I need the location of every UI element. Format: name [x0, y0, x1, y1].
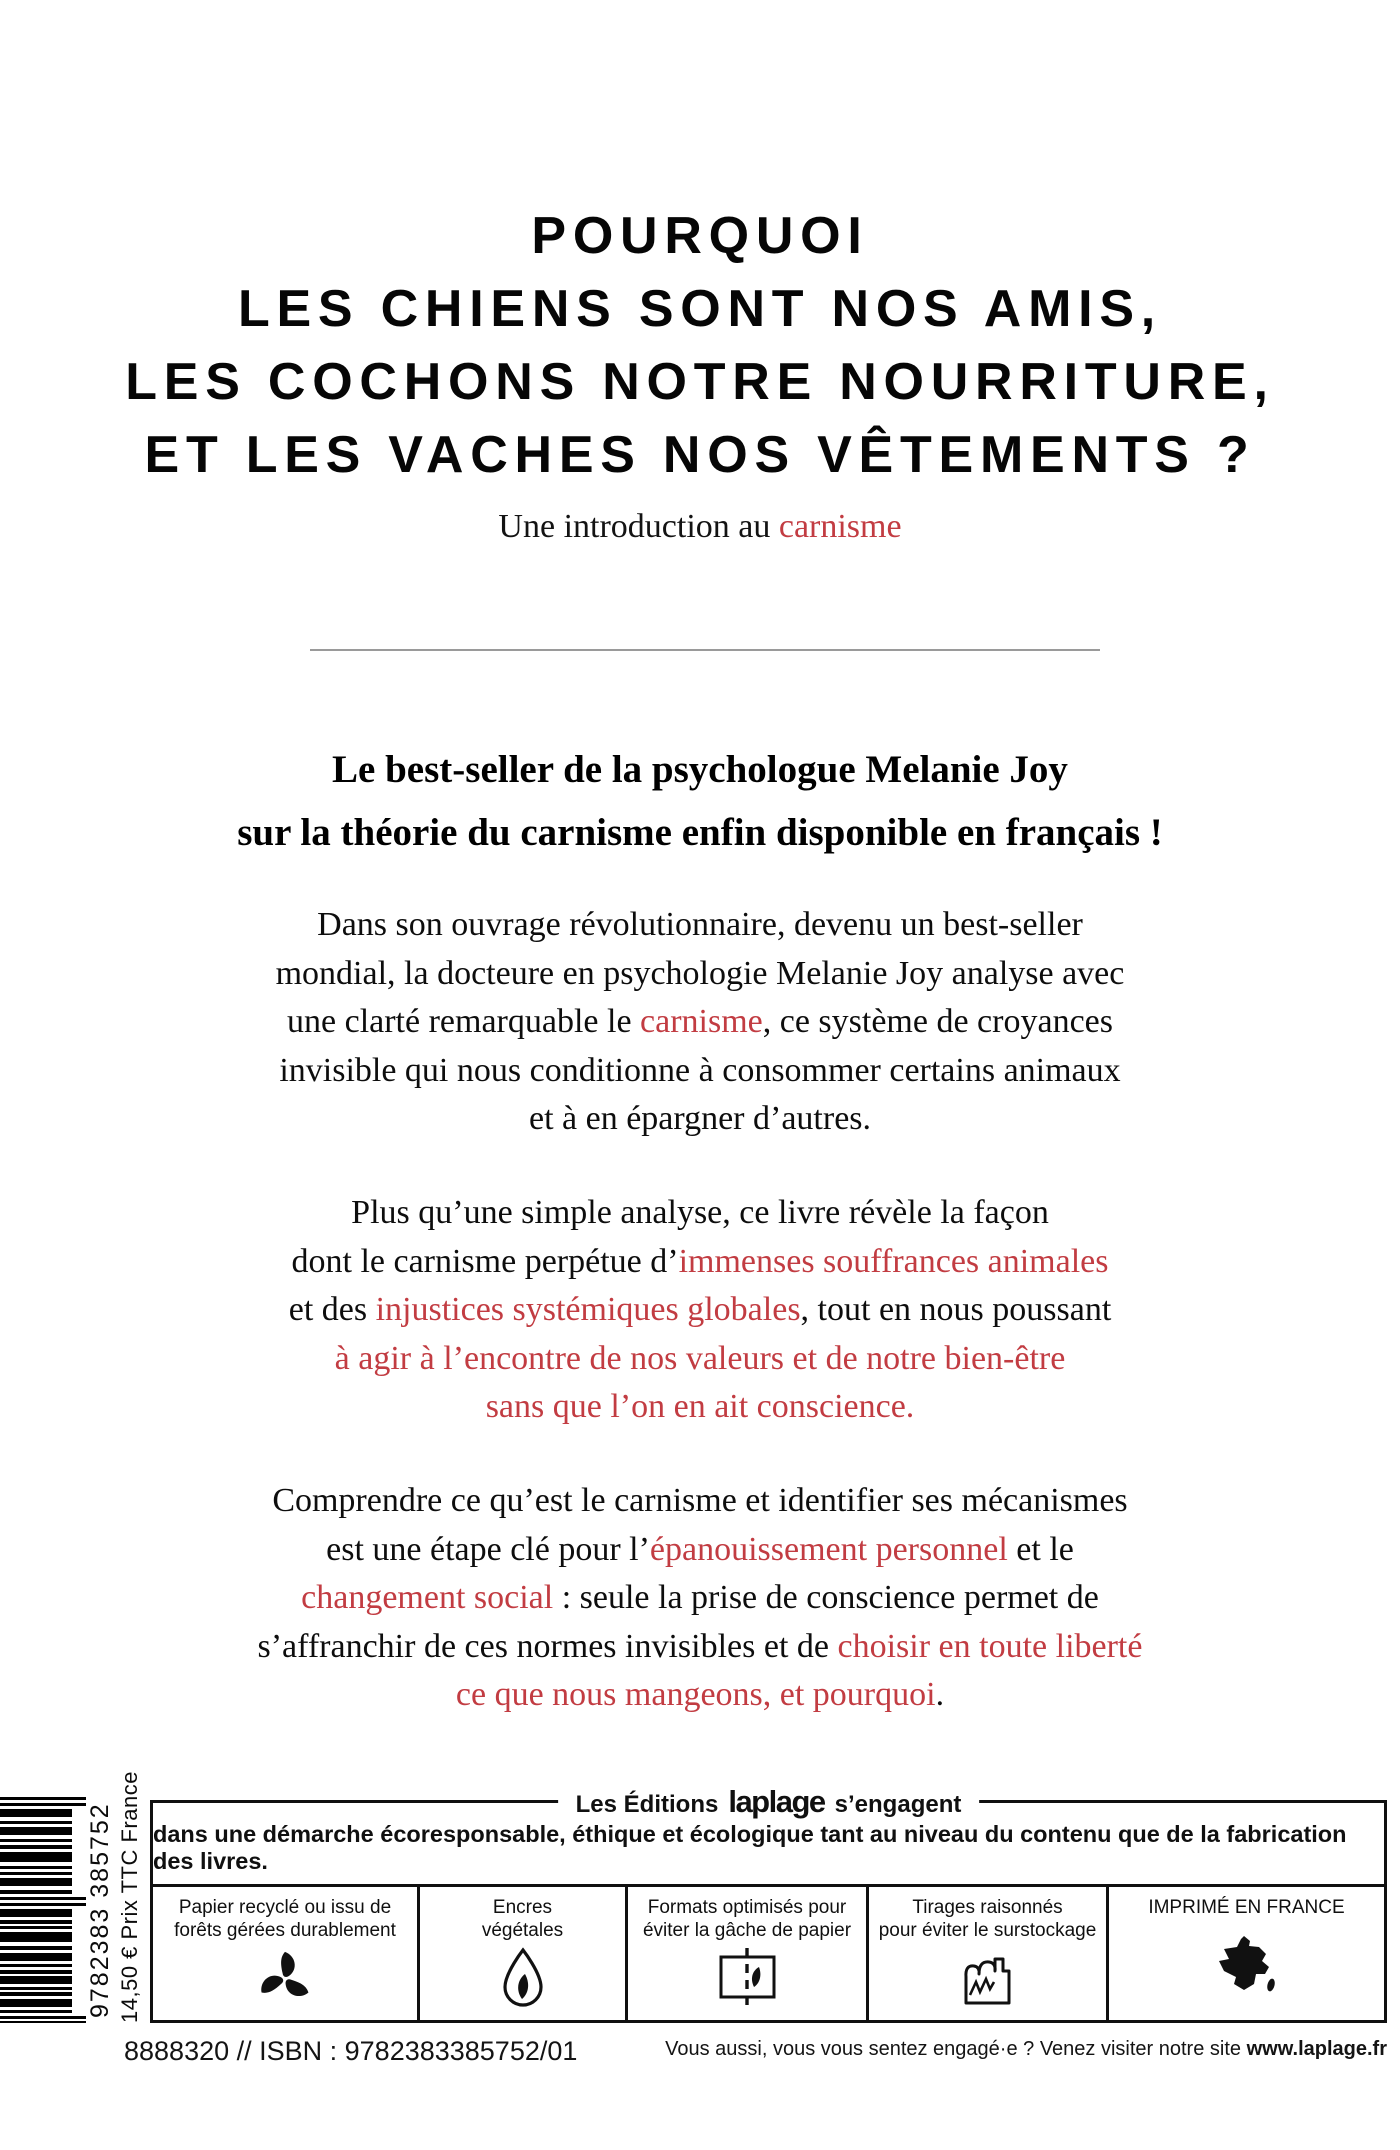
- eco-cell-caption: forêts gérées durablement: [174, 1920, 396, 1941]
- price-label: 14,50 € Prix TTC France: [117, 1771, 142, 2023]
- text-run: Dans son ouvrage révolutionnaire, devenu un best-seller: [317, 906, 1083, 943]
- text-run-accent: sans que l’on en ait conscience.: [485, 1388, 915, 1425]
- text-run: dont le carnisme perpétue d’: [291, 1242, 679, 1280]
- text-run: , ce système de croyances: [762, 1003, 1113, 1040]
- title-line-4: ET LES VACHES NOS VÊTEMENTS ?: [144, 426, 1256, 484]
- text-run: Plus qu’une simple analyse, ce livre révèle la façon: [351, 1194, 1049, 1231]
- text-run-accent: à agir à l’encontre de nos valeurs et de notre bien-être: [334, 1339, 1066, 1377]
- text-run: s’engagent: [834, 1791, 962, 1818]
- text-run-accent: ce que nous mangeons, et pourquoi: [455, 1676, 936, 1713]
- paragraph-1: [80, 901, 1320, 1144]
- text-run-accent: choisir en toute liberté: [837, 1627, 1143, 1665]
- eco-cell-vegetable-inks: [420, 1887, 628, 2020]
- subtitle-accent: carnisme: [778, 508, 902, 545]
- eco-cell-caption: Formats optimisés pour: [647, 1897, 847, 1918]
- text-run-accent: épanouissement personnel: [649, 1530, 1008, 1568]
- eco-cell-caption: Encres: [492, 1897, 553, 1918]
- eco-cell-caption: végétales: [481, 1920, 564, 1941]
- text-run: invisible qui nous conditionne à consommer certains animaux: [279, 1051, 1121, 1089]
- eco-cell-recycled-paper: [153, 1887, 420, 2020]
- text-run: et à en épargner d’autres.: [528, 1100, 872, 1137]
- optimized-format-icon: [708, 1942, 786, 2020]
- eco-cell-caption: pour éviter le surstockage: [878, 1920, 1097, 1941]
- text-run: .: [935, 1676, 945, 1713]
- eco-cell-printed-in-france: [1109, 1887, 1384, 2020]
- eco-cell-optimized-formats: [628, 1887, 869, 2020]
- text-run: s’affranchir de ces normes invisibles et de: [257, 1627, 838, 1665]
- recycled-paper-icon: [256, 1942, 314, 2020]
- engage-note: [665, 2038, 1387, 2061]
- title-line-1: POURQUOI: [531, 207, 869, 265]
- title-line-2: LES CHIENS SONT NOS AMIS,: [237, 280, 1163, 338]
- text-run-accent: injustices systémiques globales: [375, 1291, 801, 1328]
- text-run: Les Éditions: [575, 1791, 719, 1818]
- eco-cells: [153, 1887, 1384, 2020]
- text-run: Comprendre ce qu’est le carnisme et identifier ses mécanismes: [272, 1482, 1128, 1519]
- text-run: et des: [288, 1291, 376, 1328]
- text-run: une clarté remarquable le: [287, 1003, 641, 1040]
- france-map-icon: [1214, 1919, 1280, 2020]
- text-run: Une introduction au: [498, 508, 779, 545]
- text-run-accent: immenses souffrances animales: [678, 1242, 1109, 1280]
- paragraph-3: [80, 1477, 1320, 1720]
- eco-box: [150, 1784, 1387, 2023]
- subtitle: [0, 508, 1400, 546]
- title-line-3: LES COCHONS NOTRE NOURRITURE,: [125, 353, 1275, 411]
- text-run: : seule la prise de conscience permet de: [553, 1579, 1099, 1616]
- text-run: Vous aussi, vous vous sentez engagé·e ? Venez visiter notre site: [665, 2038, 1247, 2060]
- divider-line: [310, 649, 1100, 651]
- factory-icon: [953, 1942, 1023, 2020]
- text-run: est une étape clé pour l’: [326, 1530, 650, 1568]
- text-run-accent: changement social: [301, 1579, 554, 1616]
- text-run: mondial, la docteure en psychologie Melanie Joy analyse avec: [275, 954, 1125, 992]
- barcode-number: 9782383 385752: [86, 1802, 114, 2018]
- paragraph-2: [80, 1189, 1320, 1432]
- laplage-logo: laplage: [728, 1784, 825, 1819]
- heading-line-2: sur la théorie du carnisme enfin disponible en français !: [237, 811, 1163, 854]
- text-run: , tout en nous poussant: [800, 1291, 1112, 1328]
- heading: [80, 738, 1320, 864]
- eco-cell-caption: IMPRIMÉ EN FRANCE: [1148, 1897, 1345, 1918]
- eco-statement: dans une démarche écoresponsable, éthique et écologique tant au niveau du contenu que de la fabrication des livres.: [153, 1803, 1384, 1887]
- text-run-accent: carnisme: [640, 1003, 763, 1040]
- vegetable-ink-icon: [496, 1942, 550, 2020]
- eco-cell-caption: Papier recyclé ou issu de: [178, 1897, 392, 1918]
- eco-cell-caption: Tirages raisonnés: [912, 1897, 1063, 1918]
- publisher-website: www.laplage.fr: [1246, 2038, 1387, 2060]
- eco-cell-caption: éviter la gâche de papier: [642, 1920, 852, 1941]
- text-run: et le: [1007, 1530, 1074, 1568]
- heading-line-1: Le best-seller de la psychologue Melanie Joy: [332, 748, 1068, 791]
- title-block: [0, 200, 1400, 546]
- barcode: [0, 1797, 86, 2023]
- isbn-print-code: 8888320 // ISBN : 9782383385752/01: [124, 2036, 578, 2066]
- eco-cell-reasoned-print-runs: [869, 1887, 1109, 2020]
- eco-legend: [558, 1784, 980, 1820]
